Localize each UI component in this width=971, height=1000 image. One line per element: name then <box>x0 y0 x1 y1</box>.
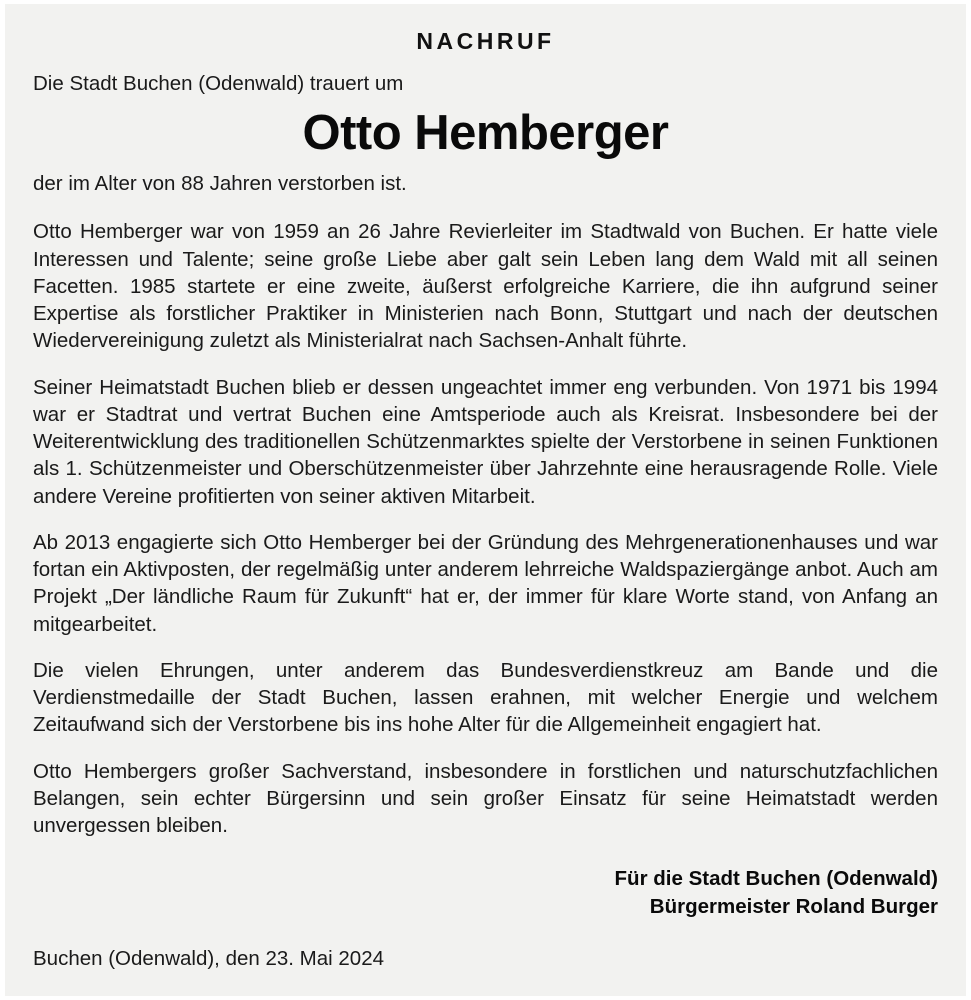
deceased-name: Otto Hemberger <box>302 105 669 160</box>
signature-line-2: Bürgermeister Roland Burger <box>649 894 938 918</box>
lead-text: Die Stadt Buchen (Odenwald) trauert um <box>33 72 404 95</box>
place-and-date: Buchen (Odenwald), den 23. Mai 2024 <box>33 946 385 970</box>
body-paragraph-4: Die vielen Ehrungen, unter anderem das Bundesverdienstkreuz am Bande und die Verdienstmedaille der Stadt Buchen, lassen erahnen, mit welcher Energie und welchem Zeitaufwand sich der Verstorbene bis ins hohe Alter für die Allgemeinheit engagiert hat. <box>33 658 938 737</box>
body-paragraph-1: Otto Hemberger war von 1959 an 26 Jahre Revierleiter im Stadtwald von Buchen. Er hatte viele Interessen und Talente; seine große Liebe aber galt sein Leben lang dem Wald mit all seinen Facetten. 1985 startete er eine zweite, äußerst erfolgreiche Karriere, die ihn aufgrund seiner Expertise als forstlicher Praktiker in Ministerien nach Bonn, Stuttgart und nach der deutschen Wiedervereinigung zuletzt als Ministerialrat nach Sachsen-Anhalt führte. <box>33 220 938 353</box>
age-statement: der im Alter von 88 Jahren verstorben ist. <box>33 171 407 195</box>
signature-line-1: Für die Stadt Buchen (Odenwald) <box>614 867 938 891</box>
body-paragraph-3: Ab 2013 engagierte sich Otto Hemberger bei der Gründung des Mehrgenerationenhauses und war fortan ein Aktivposten, der regelmäßig unter anderem lehrreiche Waldspaziergänge anbot. Auch am Projekt „Der ländliche Raum für Zukunft“ hat er, der immer für klare Worte stand, von Anfang an mitgearbeitet. <box>33 530 938 636</box>
signature-block <box>33 865 938 920</box>
body-paragraph-5: Otto Hembergers großer Sachverstand, insbesondere in forstlichen und naturschutzfachlichen Belangen, sein echter Bürgersinn und sein großer Einsatz für seine Heimatstadt werden unvergessen bleiben. <box>33 759 938 837</box>
page-title: NACHRUF <box>416 28 555 54</box>
body-paragraph-2: Seiner Heimatstadt Buchen blieb er dessen ungeachtet immer eng verbunden. Von 1971 bis 1994 war er Stadtrat und vertrat Buchen eine Amtsperiode auch als Kreisrat. Insbesondere bei der Weiterentwicklung des traditionellen Schützenmarktes spielte der Verstorbene in seinen Funktionen als 1. Schützenmeister und Oberschützenmeister über Jahrzehnte eine herausragende Rolle. Viele andere Vereine profitierten von seiner aktiven Mitarbeit. <box>33 375 938 508</box>
